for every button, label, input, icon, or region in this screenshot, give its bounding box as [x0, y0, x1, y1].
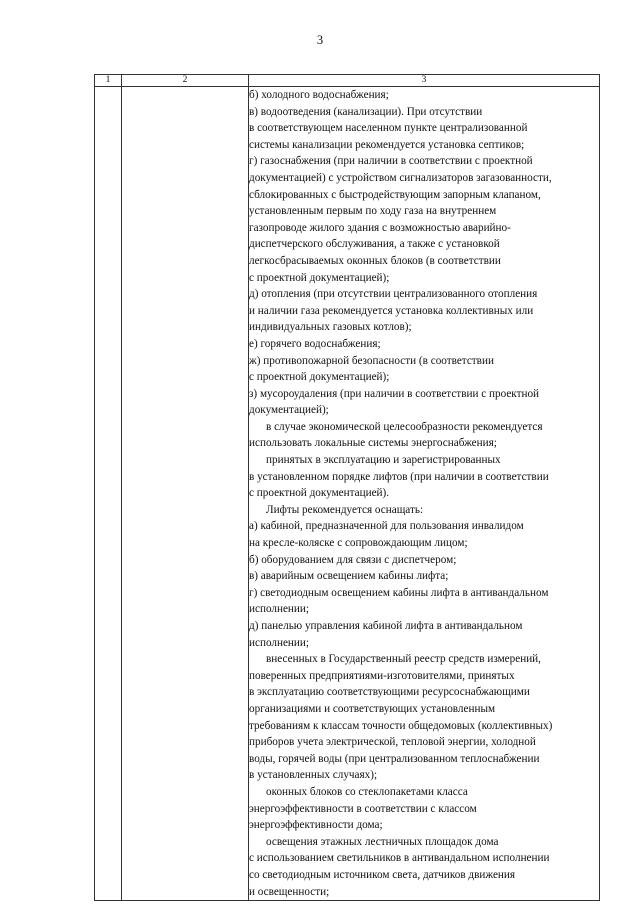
table-cell-col3	[249, 87, 600, 901]
table-row	[95, 87, 600, 901]
text-line: использовать локальные системы энергоснабжения;	[249, 437, 497, 450]
text-line: индивидуальных газовых котлов);	[249, 321, 412, 334]
text-line: поверенных предприятиями-изготовителями, принятых	[249, 669, 515, 682]
text-line: исполнении;	[249, 603, 309, 616]
text-line: с проектной документацией);	[249, 371, 390, 384]
text-line: исполнении;	[249, 636, 309, 649]
text-line: диспетчерского обслуживания, а также с установкой	[249, 238, 500, 251]
table-header-row	[95, 75, 600, 87]
text-line: системы канализации рекомендуется установка септиков;	[249, 138, 525, 151]
text-line: на кресле-коляске с сопровождающим лицом;	[249, 537, 468, 550]
page-number: 3	[316, 33, 324, 47]
text-line: энергоэффективности дома;	[249, 819, 383, 832]
text-line: газопроводе жилого здания с возможностью аварийно-	[249, 221, 511, 234]
column-header-2: 2	[122, 75, 249, 87]
text-line: с использованием светильников в антивандальном исполнении	[249, 852, 550, 865]
text-line: требованиям к классам точности общедомовых (коллективных)	[249, 719, 553, 732]
text-line: в) аварийным освещением кабины лифта;	[249, 570, 449, 583]
text-line: Лифты рекомендуется оснащать:	[266, 503, 424, 516]
text-line: в установленном порядке лифтов (при наличии в соответствии	[249, 470, 549, 483]
text-line: в соответствующем населенном пункте централизованной	[249, 122, 528, 135]
text-line: в) водоотведения (канализации). При отсутствии	[249, 105, 483, 118]
text-line: организациями и соответствующих установленным	[249, 702, 496, 715]
text-line: и освещенности;	[249, 885, 330, 898]
text-line: б) холодного водоснабжения;	[249, 89, 389, 101]
document-table	[94, 74, 600, 901]
text-line: документацией) с устройством сигнализаторов загазованности,	[249, 171, 552, 184]
column-header-3: 3	[249, 75, 600, 87]
text-line: г) газоснабжения (при наличии в соответствии с проектной	[249, 155, 533, 168]
text-line: з) мусороудаления (при наличии в соответствии с проектной	[249, 387, 540, 400]
text-line: установленным первым по ходу газа на внутреннем	[249, 205, 497, 218]
text-line: приборов учета электрической, тепловой энергии, холодной	[249, 736, 536, 749]
text-line: оконных блоков со стеклопакетами класса	[266, 785, 468, 798]
text-line: г) светодиодным освещением кабины лифта в антивандальном	[249, 586, 549, 599]
table-cell-col1	[95, 87, 122, 901]
text-line: с проектной документацией).	[249, 487, 390, 500]
text-line: легкосбрасываемых оконных блоков (в соответствии	[249, 254, 501, 267]
text-line: энергоэффективности в соответствии с классом	[249, 802, 477, 815]
text-line: д) панелью управления кабиной лифта в антивандальном	[249, 620, 523, 632]
text-line: в эксплуатацию соответствующими ресурсоснабжающими	[249, 686, 530, 699]
text-line: сблокированных с быстродействующим запорным клапаном,	[249, 188, 541, 201]
text-line: и наличии газа рекомендуется установка коллективных или	[249, 304, 534, 317]
text-line: в установленных случаях);	[249, 769, 378, 782]
text-line: со светодиодным источником света, датчиков движения	[249, 868, 516, 881]
text-line: освещения этажных лестничных площадок дома	[266, 835, 499, 848]
text-line: внесенных в Государственный реестр средств измерений,	[266, 653, 541, 666]
text-line: документацией);	[249, 404, 329, 417]
text-line: д) отопления (при отсутствии централизованного отопления	[249, 288, 538, 301]
text-line: с проектной документацией);	[249, 271, 390, 284]
text-line: а) кабиной, предназначенной для пользования инвалидом	[249, 520, 524, 533]
text-line: б) оборудованием для связи с диспетчером;	[249, 553, 457, 566]
text-line: воды, горячей воды (при централизованном теплоснабжении	[249, 752, 540, 765]
column-header-1: 1	[95, 75, 122, 87]
table-cell-col2	[122, 87, 249, 901]
text-line: ж) противопожарной безопасности (в соответствии	[249, 354, 494, 367]
text-line: принятых в эксплуатацию и зарегистрированных	[266, 454, 501, 467]
text-line: е) горячего водоснабжения;	[249, 337, 381, 350]
text-line: в случае экономической целесообразности рекомендуется	[266, 420, 543, 433]
